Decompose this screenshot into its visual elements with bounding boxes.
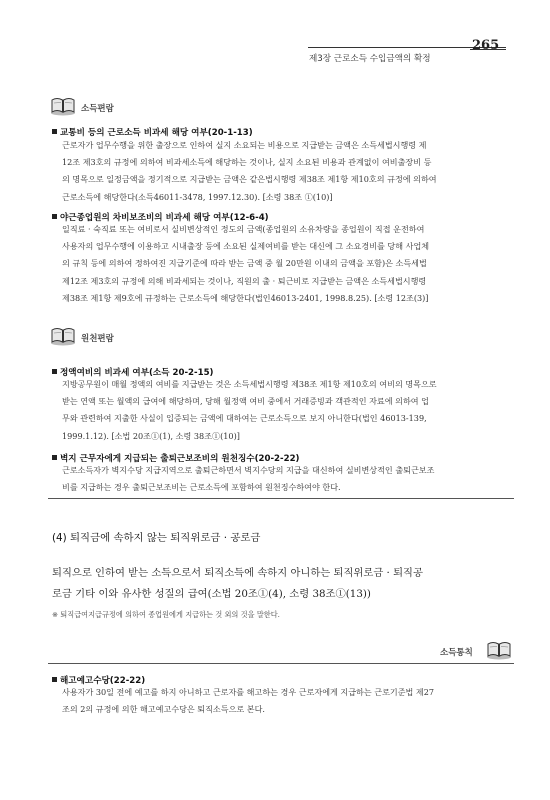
- section-divider: [48, 663, 514, 664]
- body-line: 사용자의 업무수행에 이용하고 시내출장 등에 소요된 실제여비를 받는 대신에 그 소요경비를 당해 사업체: [62, 241, 430, 252]
- section-header-withholding-handbook: [50, 326, 170, 348]
- chapter-title: 제3장 근로소득 수입금액의 확정: [309, 54, 431, 64]
- book-icon: [486, 640, 512, 660]
- entry-title-text: 야근종업원의 차비보조비의 비과세 해당 여부(12-6-4): [60, 213, 269, 223]
- entry-title-text: 해고예고수당(22-22): [60, 676, 146, 686]
- body-line: 사용자가 30일 전에 예고를 하지 아니하고 근로자를 해고하는 경우 근로자에게 지급하는 근로기준법 제27: [62, 687, 435, 697]
- section-header-income-rules: [440, 640, 520, 662]
- book-icon: [50, 96, 76, 116]
- bullet-square-icon: [52, 455, 57, 460]
- paragraph-line: 로금 기타 이와 유사한 성질의 급여(소법 20조①(4), 소령 38조①(13)): [52, 588, 371, 600]
- entry-body: [62, 376, 510, 445]
- section-header-income-handbook: [50, 96, 170, 118]
- entry-body: [62, 221, 510, 307]
- body-line: 근로자가 업무수행을 위한 출장으로 인하여 실지 소요되는 비용으로 지급받는 금액은 소득세법시행령 제: [62, 140, 427, 150]
- bullet-square-icon: [52, 129, 57, 134]
- book-icon: [50, 326, 76, 346]
- body-line: 근로소득에 해당한다(소득46011-3478, 1997.12.30). [소령 38조 ①(10)]: [62, 191, 333, 202]
- bullet-square-icon: [52, 677, 57, 682]
- paragraph-line: 퇴직으로 인하여 받는 소득으로서 퇴직소득에 속하지 아니하는 퇴직위로금 · 퇴직공: [52, 567, 423, 579]
- body-line: 근로소득자가 벽지수당 지급지역으로 출퇴근하면서 벽지수당의 지급을 대신하여 실비변상적인 출퇴근보조: [62, 465, 435, 475]
- bullet-square-icon: [52, 214, 57, 219]
- entry-title-text: 정액여비의 비과세 여부(소득 20-2-15): [60, 368, 214, 378]
- body-line: 지방공무원이 매월 정액의 여비를 지급받는 것은 소득세법시행령 제38조 제1항 제10호의 여비의 명목으로: [62, 379, 437, 389]
- entry-body: [62, 137, 510, 206]
- subsection-title: (4) 퇴직금에 속하지 않는 퇴직위로금 · 공로금: [52, 532, 261, 544]
- bullet-square-icon: [52, 369, 57, 374]
- page-header: [0, 0, 550, 70]
- page-number: 265: [472, 38, 500, 53]
- main-paragraph: [52, 563, 512, 605]
- entry-body: [62, 462, 510, 496]
- body-line: 12조 제3호의 규정에 의하여 비과세소득에 해당하는 것이나, 실지 소요된 비용과 관계없이 여비출장비 등: [62, 157, 432, 168]
- body-line: 일직료 · 숙직료 또는 여비로서 실비변상적인 정도의 금액(종업원의 소유차량을 종업원이 직접 운전하여: [62, 224, 425, 234]
- section-label: 소득편람: [81, 104, 114, 114]
- body-line: 조의 2의 규정에 의한 해고예고수당은 퇴직소득으로 본다.: [62, 704, 265, 715]
- body-line: 무와 관련하여 지출한 사실이 입증되는 금액에 대하여는 근로소득으로 보지 아니한다(법인 46013-139,: [62, 413, 427, 424]
- body-line: 의 규칙 등에 의하여 정하여진 지급기준에 따라 받는 금액 중 월 20만원 이내의 금액을 포함)은 소득세법: [62, 258, 427, 269]
- body-line: 1999.1.12). [소법 20조①(1), 소령 38조①(10)]: [62, 430, 240, 441]
- entry-title-text: 교통비 등의 근로소득 비과세 해당 여부(20-1-13): [60, 128, 253, 138]
- section-label: 원천편람: [81, 334, 114, 344]
- section-divider: [48, 498, 514, 499]
- entry-body: [62, 684, 510, 718]
- body-line: 받는 연액 또는 월액의 급여에 해당하며, 당해 월정액 여비 중에서 거래증빙과 객관적인 자료에 의하여 업: [62, 396, 429, 407]
- entry-title-text: 벽지 근무자에게 지급되는 출퇴근보조비의 원천징수(20-2-22): [60, 454, 300, 464]
- section-label: 소득통칙: [440, 648, 473, 658]
- footnote: ※ 퇴직급여지급규정에 의하여 종업원에게 지급하는 것 외의 것을 말한다.: [52, 610, 280, 619]
- body-line: 비를 지급하는 경우 출퇴근보조비는 근로소득에 포함하여 원천징수하여야 한다.: [62, 482, 341, 493]
- body-line: 의 명목으로 일정금액을 정기적으로 지급받는 금액은 같은법시행령 제38조 제1항 제10호의 규정에 의하여: [62, 174, 437, 185]
- body-line: 제38조 제1항 제9호에 규정하는 근로소득에 해당한다(법인46013-2401, 1998.8.25). [소령 12조(3)]: [62, 292, 429, 303]
- body-line: 제12조 제3호의 규정에 의해 비과세되는 것이나, 직원의 출 · 퇴근비로 지급받는 금액은 소득세법시행령: [62, 275, 427, 286]
